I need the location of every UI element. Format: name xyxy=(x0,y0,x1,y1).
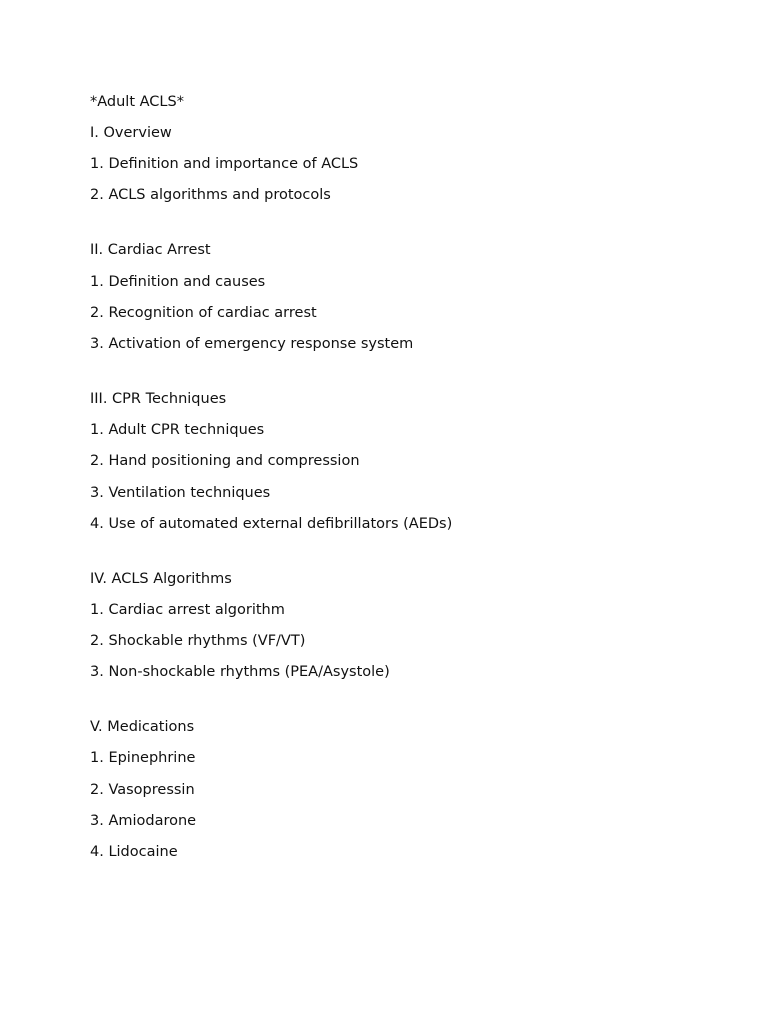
section-cardiac-arrest xyxy=(90,238,730,356)
list-item: 3. Amiodarone xyxy=(90,812,197,829)
section-medications xyxy=(90,715,730,864)
list-item: 3. Non-shockable rhythms (PEA/Asystole) xyxy=(90,664,390,681)
list-item: 4. Use of automated external defibrillators (AEDs) xyxy=(90,515,453,532)
list-item: 1. Adult CPR techniques xyxy=(90,422,265,439)
document-page xyxy=(90,90,730,864)
section-cpr-techniques xyxy=(90,387,730,536)
section-heading: IV. ACLS Algorithms xyxy=(90,570,232,587)
list-item: 1. Definition and importance of ACLS xyxy=(90,156,359,173)
document-title: *Adult ACLS* xyxy=(90,94,184,110)
section-heading: V. Medications xyxy=(90,719,195,736)
section-heading: I. Overview xyxy=(90,125,172,141)
section-overview xyxy=(90,121,730,207)
list-item: 1. Epinephrine xyxy=(90,750,196,767)
list-item: 2. ACLS algorithms and protocols xyxy=(90,187,331,204)
list-item: 2. Recognition of cardiac arrest xyxy=(90,304,317,321)
list-item: 2. Hand positioning and compression xyxy=(90,453,360,470)
list-item: 3. Ventilation techniques xyxy=(90,484,271,501)
list-item: 3. Activation of emergency response system xyxy=(90,335,414,352)
list-item: 4. Lidocaine xyxy=(90,844,178,860)
section-heading: III. CPR Techniques xyxy=(90,390,227,407)
list-item: 2. Vasopressin xyxy=(90,781,195,798)
list-item: 1. Cardiac arrest algorithm xyxy=(90,601,285,618)
section-acls-algorithms xyxy=(90,567,730,685)
list-item: 2. Shockable rhythms (VF/VT) xyxy=(90,633,306,650)
section-heading: II. Cardiac Arrest xyxy=(90,242,211,259)
list-item: 1. Definition and causes xyxy=(90,273,266,290)
